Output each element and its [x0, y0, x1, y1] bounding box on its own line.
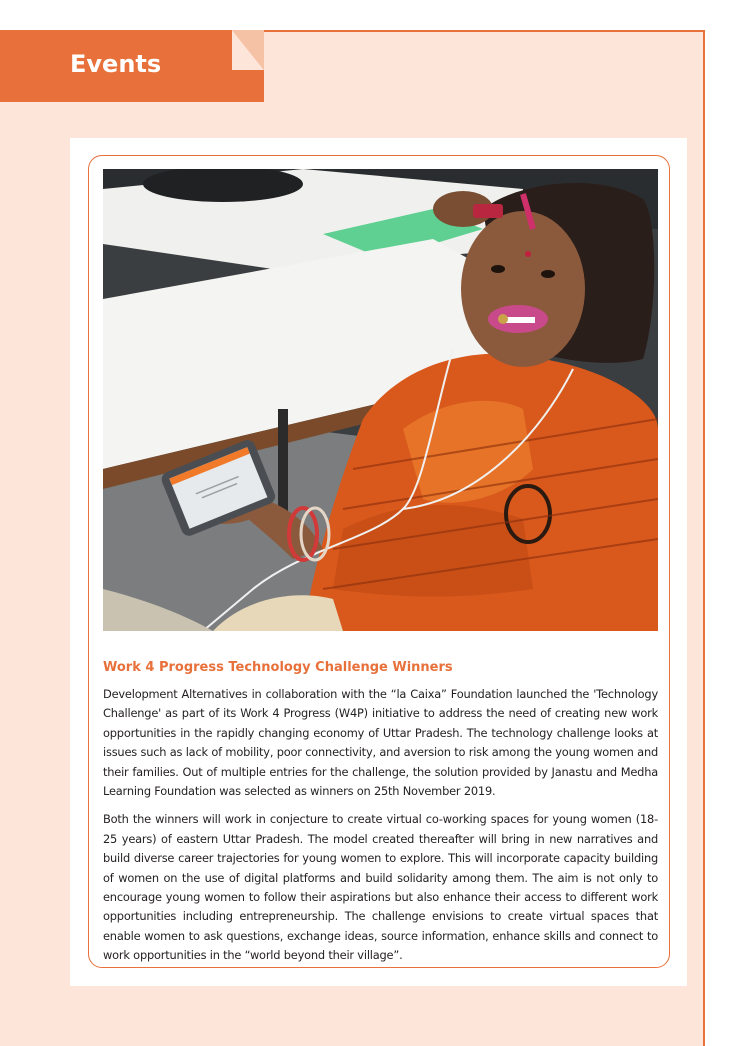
section-title: Events [70, 50, 162, 78]
article [103, 660, 658, 975]
event-photo [103, 169, 658, 631]
article-paragraph-1: Development Alternatives in collaboration with the “la Caixa” Foundation launched the 'Technology Challenge' as part of its Work 4 Progress (W4P) initiative to address the need of creating new work opportunities in the rapidly changing economy of Uttar Pradesh. The technology challenge looks at issues such as lack of mobility, poor connectivity, and aversion to risk among the young women and their families. Out of multiple entries for the challenge, the solution provided by Janastu and Medha Learning Foundation was selected as winners on 25th November 2019. [103, 687, 658, 799]
article-headline: Work 4 Progress Technology Challenge Winners [103, 660, 453, 675]
article-paragraph-2: Both the winners will work in conjecture to create virtual co-working spaces for young women (18- 25 years) of eastern Uttar Pradesh. The model created thereafter will bring in new narratives and build diverse career trajectories for young women to explore. This will incorporate capacity building of women on the use of digital platforms and build solidarity among them. The aim is not only to encourage young women to follow their aspirations but also enhance their access to different work opportunities including entrepreneurship. The challenge envisions to create virtual spaces that enable women to ask questions, exchange ideas, source information, enhance skills and connect to work opportunities in the “world beyond their village”. [103, 812, 658, 963]
